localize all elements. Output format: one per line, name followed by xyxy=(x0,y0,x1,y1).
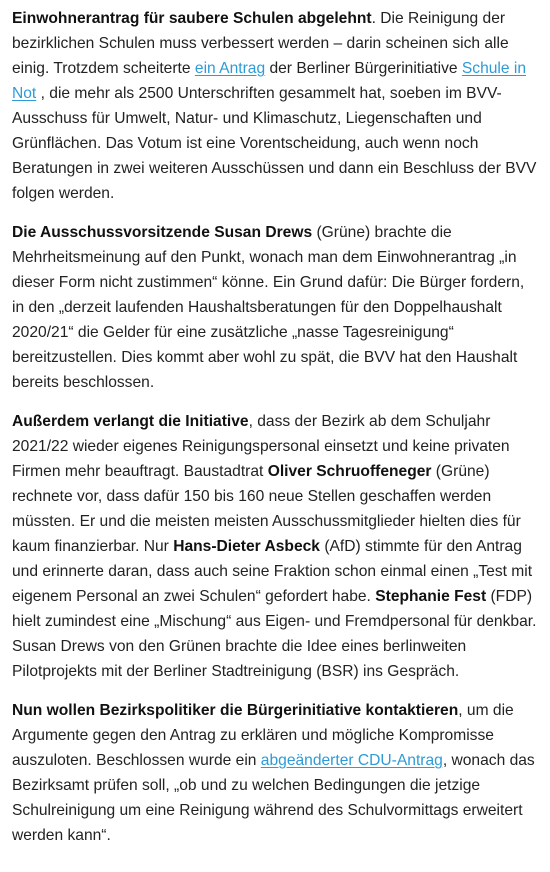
lead-heading: Nun wollen Bezirkspolitiker die Bürgerinitiative kontaktieren xyxy=(12,702,459,719)
text-segment: (AfD) stimmte für den Antrag und erinnerte daran, dass auch seine Fraktion schon einmal einen „Test mit eigenem Personal an zwei Schulen“ gefordert habe. xyxy=(12,538,533,605)
lead-heading: Die Ausschussvorsitzende Susan Drews xyxy=(12,224,313,241)
text-segment: der Berliner Bürgerinitiative xyxy=(265,60,462,77)
paragraph-3 xyxy=(12,409,538,684)
link-ein-antrag[interactable]: ein Antrag xyxy=(194,60,266,77)
text-segment: (Grüne) rechnete vor, dass dafür 150 bis 160 neue Stellen geschaffen werden müssten. Er und die meisten meisten Ausschussmitglieder hielten dies für kaum finanzierbar. Nur xyxy=(12,463,521,555)
paragraph-4 xyxy=(12,698,538,848)
lead-heading: Außerdem verlangt die Initiative xyxy=(12,413,249,430)
text-segment: , um die Argumente gegen den Antrag zu erklären und mögliche Kompromisse auszuloten. Beschlossen wurde ein xyxy=(12,702,514,769)
link-schule-in-not[interactable]: Schule in Not xyxy=(12,60,527,102)
text-segment: (FDP) hielt zumindest eine „Mischung“ aus Eigen- und Fremdpersonal für denkbar. Susan Drews von den Grünen brachte die Idee eines berlinweiten Pilotprojekts mit der Berliner Stadtreinigung (BSR) ins Gespräch. xyxy=(12,588,537,680)
lead-heading: Einwohnerantrag für saubere Schulen abgelehnt xyxy=(12,10,372,27)
text-segment: , wonach das Bezirksamt prüfen soll, „ob und zu welchen Bedingungen die jetzige Schulreinigung um eine Reinigung während des Schulvormittags erweitert werden kann“. xyxy=(12,752,535,844)
paragraph-2 xyxy=(12,220,538,395)
person-name: Stephanie Fest xyxy=(375,588,487,605)
link-cdu-antrag[interactable]: abgeänderter CDU-Antrag xyxy=(260,752,443,769)
person-name: Oliver Schruoffeneger xyxy=(267,463,432,480)
paragraph-1 xyxy=(12,6,538,206)
text-segment: , dass der Bezirk ab dem Schuljahr 2021/22 wieder eigenes Reinigungspersonal einsetzt und keine privaten Firmen mehr beauftragt. Baustadtrat xyxy=(12,413,510,480)
text-segment: . Die Reinigung der bezirklichen Schulen muss verbessert werden – darin scheinen sich alle einig. Trotzdem scheiterte xyxy=(12,10,509,77)
person-name: Hans-Dieter Asbeck xyxy=(173,538,320,555)
text-segment: (Grüne) brachte die Mehrheitsmeinung auf den Punkt, wonach man dem Einwohnerantrag „in dieser Form nicht zustimmen“ könne. Ein Grund dafür: Die Bürger fordern, in den „derzeit laufenden Haushaltsberatungen für den Doppelhaushalt 2020/21“ die Gelder für eine zusätzliche „nasse Tagesreinigung“ bereitzustellen. Dies kommt aber wohl zu spät, die BVV hat den Haushalt bereits beschlossen. xyxy=(12,224,525,391)
text-segment: , die mehr als 2500 Unterschriften gesammelt hat, soeben im BVV-Ausschuss für Umwelt, Natur- und Klimaschutz, Liegenschaften und Grünflächen. Das Votum ist eine Vorentscheidung, auch wenn noch Beratungen in zwei weiteren Ausschüssen und dann ein Beschluss der BVV folgen werden. xyxy=(12,85,537,202)
